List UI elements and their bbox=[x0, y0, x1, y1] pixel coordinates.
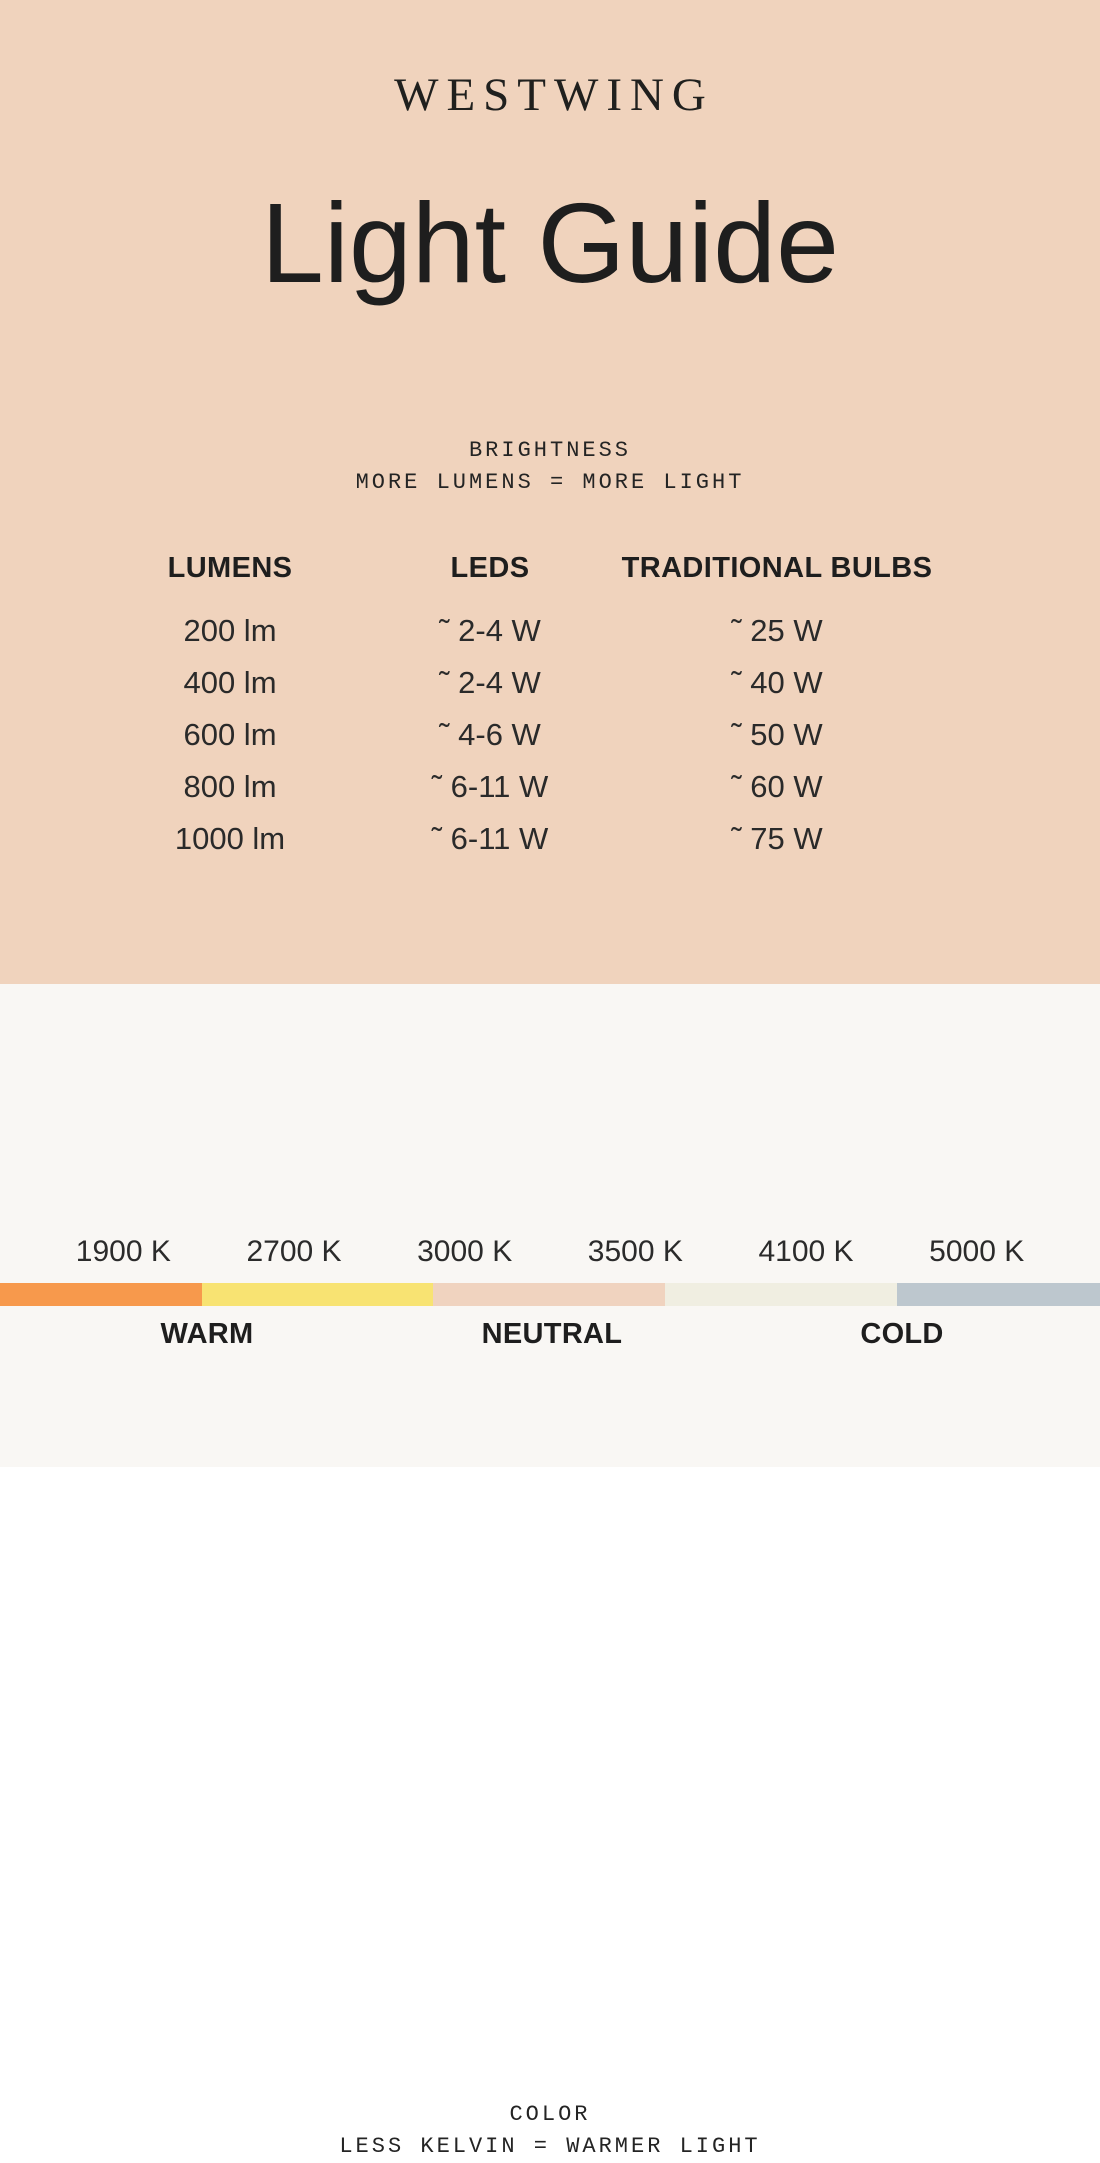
color-heading: COLOR bbox=[509, 2102, 591, 2127]
traditional-bulbs-value: ˜ 75 W bbox=[731, 821, 823, 856]
brightness-subheading: MORE LUMENS = MORE LIGHT bbox=[355, 470, 745, 495]
color-segment-warm-orange bbox=[0, 1283, 202, 1306]
traditional-bulbs-value: ˜ 50 W bbox=[731, 717, 823, 752]
lumens-value: 400 lm bbox=[183, 665, 277, 700]
kelvin-label: 5000 K bbox=[929, 1235, 1025, 1268]
kelvin-label: 3000 K bbox=[417, 1235, 513, 1268]
color-segment-neutral-cream bbox=[665, 1283, 897, 1306]
color-segment-warm-yellow bbox=[202, 1283, 433, 1306]
leds-value: ˜ 6-11 W bbox=[431, 821, 549, 856]
temperature-label-cold: COLD bbox=[860, 1318, 944, 1350]
traditional-bulbs-value: ˜ 40 W bbox=[731, 665, 823, 700]
lumens-value: 800 lm bbox=[183, 769, 277, 804]
page-title: Light Guide bbox=[261, 180, 839, 306]
kelvin-label: 2700 K bbox=[246, 1235, 342, 1268]
traditional-bulbs-column bbox=[622, 552, 933, 865]
temperature-label-neutral: NEUTRAL bbox=[481, 1318, 623, 1350]
brand-logo: WESTWING bbox=[394, 69, 714, 121]
color-subheading: LESS KELVIN = WARMER LIGHT bbox=[339, 2134, 761, 2159]
traditional-bulbs-value: ˜ 25 W bbox=[731, 613, 823, 648]
leds-value: ˜ 4-6 W bbox=[439, 717, 541, 752]
color-segment-cold-bluegray bbox=[897, 1283, 1100, 1306]
color-heading-block bbox=[0, 2099, 1100, 2163]
leds-value: ˜ 2-4 W bbox=[439, 613, 541, 648]
lumens-value: 1000 lm bbox=[174, 821, 286, 856]
brightness-section bbox=[0, 0, 1100, 984]
leds-value: ˜ 6-11 W bbox=[431, 769, 549, 804]
lumens-value: 200 lm bbox=[183, 613, 277, 648]
lumens-value: 600 lm bbox=[183, 717, 277, 752]
column-header-leds: LEDS bbox=[450, 552, 530, 584]
leds-column bbox=[432, 552, 549, 865]
kelvin-label: 1900 K bbox=[75, 1235, 171, 1268]
column-header-lumens: LUMENS bbox=[167, 552, 293, 584]
brightness-heading-block bbox=[0, 435, 1100, 499]
color-temperature-bar bbox=[0, 1283, 1100, 1306]
kelvin-scale-labels bbox=[0, 1228, 1100, 1276]
color-temperature-section bbox=[0, 984, 1100, 2159]
temperature-label-warm: WARM bbox=[160, 1318, 254, 1350]
brightness-heading: BRIGHTNESS bbox=[468, 438, 632, 463]
column-header-traditional-bulbs: TRADITIONAL BULBS bbox=[621, 552, 933, 584]
kelvin-label: 3500 K bbox=[587, 1235, 683, 1268]
leds-value: ˜ 2-4 W bbox=[439, 665, 541, 700]
traditional-bulbs-value: ˜ 60 W bbox=[731, 769, 823, 804]
lumens-column bbox=[168, 552, 293, 865]
color-segment-neutral-peach bbox=[433, 1283, 665, 1306]
kelvin-label: 4100 K bbox=[758, 1235, 854, 1268]
